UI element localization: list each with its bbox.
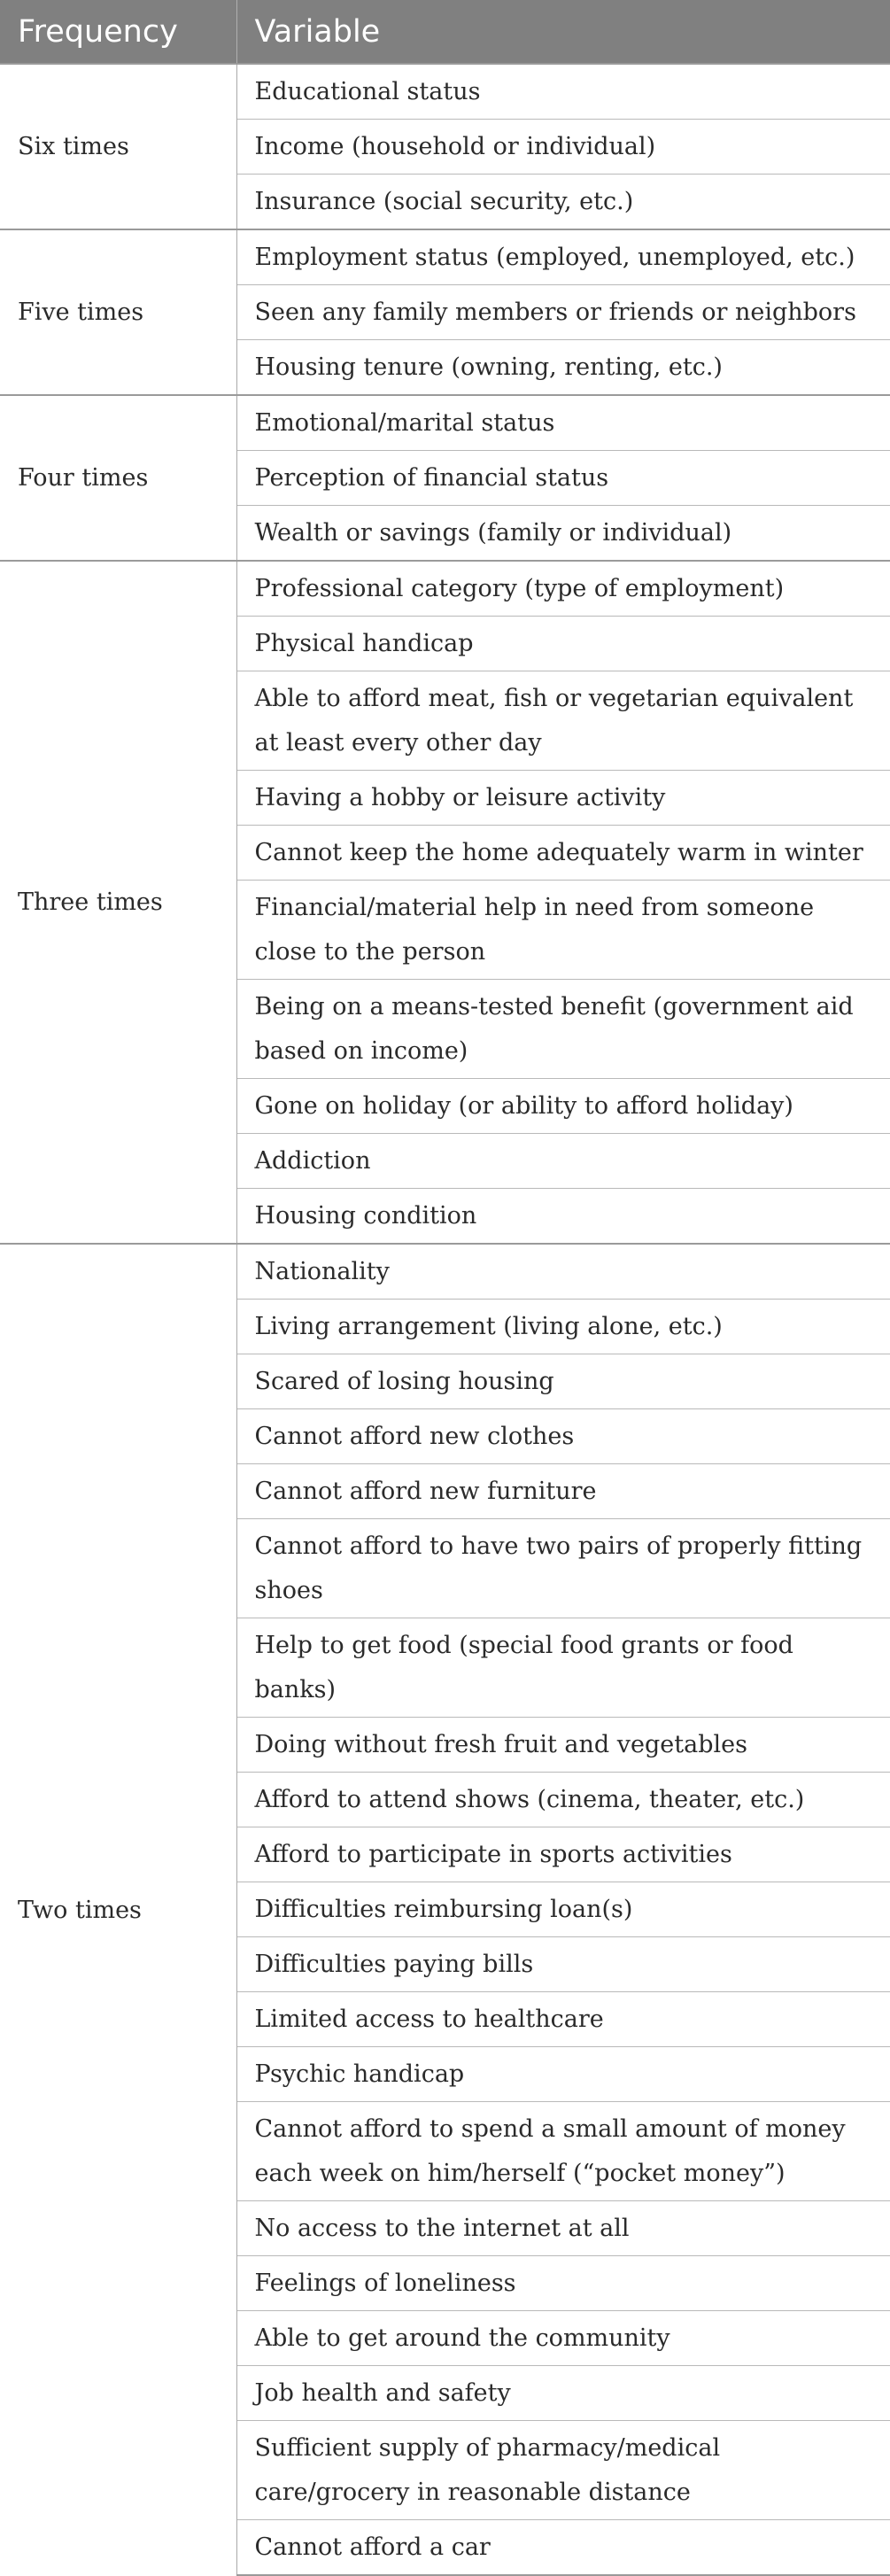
variable-cell: Limited access to healthcare	[236, 1992, 890, 2047]
frequency-cell: Two times	[0, 1244, 236, 2575]
variable-cell: Difficulties paying bills	[236, 1937, 890, 1992]
variable-cell: Employment status (employed, unemployed, etc.)	[236, 229, 890, 285]
frequency-cell: Five times	[0, 229, 236, 395]
table-header-row	[0, 0, 890, 64]
variable-cell: Cannot keep the home adequately warm in winter	[236, 826, 890, 881]
variable-cell: Afford to participate in sports activities	[236, 1827, 890, 1882]
variable-cell: Educational status	[236, 64, 890, 120]
variable-cell: Financial/material help in need from someone close to the person	[236, 881, 890, 980]
variable-cell: Cannot afford to have two pairs of properly fitting shoes	[236, 1519, 890, 1618]
variable-cell: Scared of losing housing	[236, 1354, 890, 1409]
variable-cell: Cannot afford to spend a small amount of money each week on him/herself (“pocket money”)	[236, 2102, 890, 2201]
table-row	[0, 1244, 890, 1300]
variable-cell: Nationality	[236, 1244, 890, 1300]
table-body	[0, 64, 890, 2575]
variable-cell: Gone on holiday (or ability to afford holiday)	[236, 1079, 890, 1134]
variable-cell: Doing without fresh fruit and vegetables	[236, 1718, 890, 1773]
variable-cell: Income (household or individual)	[236, 120, 890, 175]
table-row	[0, 561, 890, 617]
frequency-cell: Four times	[0, 395, 236, 561]
variable-cell: Job health and safety	[236, 2366, 890, 2421]
variable-cell: Insurance (social security, etc.)	[236, 175, 890, 230]
variable-cell: Difficulties reimbursing loan(s)	[236, 1882, 890, 1937]
variable-cell: Afford to attend shows (cinema, theater, etc.)	[236, 1773, 890, 1827]
frequency-cell: Three times	[0, 561, 236, 1244]
variable-cell: Seen any family members or friends or neighbors	[236, 285, 890, 340]
variable-cell: Professional category (type of employment)	[236, 561, 890, 617]
variable-cell: Perception of financial status	[236, 451, 890, 506]
variable-cell: Cannot afford a car	[236, 2520, 890, 2576]
variable-cell: No access to the internet at all	[236, 2201, 890, 2256]
variable-cell: Sufficient supply of pharmacy/medical care/grocery in reasonable distance	[236, 2421, 890, 2520]
variable-cell: Addiction	[236, 1134, 890, 1189]
variable-cell: Physical handicap	[236, 617, 890, 671]
frequency-cell: Six times	[0, 64, 236, 229]
variable-column-header: Variable	[236, 0, 890, 64]
variable-cell: Housing condition	[236, 1189, 890, 1245]
variable-cell: Living arrangement (living alone, etc.)	[236, 1300, 890, 1354]
frequency-column-header: Frequency	[0, 0, 236, 64]
variable-cell: Wealth or savings (family or individual)	[236, 506, 890, 562]
variable-cell: Emotional/marital status	[236, 395, 890, 451]
variable-cell: Being on a means-tested benefit (government aid based on income)	[236, 980, 890, 1079]
variable-cell: Feelings of loneliness	[236, 2256, 890, 2311]
table-row	[0, 229, 890, 285]
variable-cell: Help to get food (special food grants or food banks)	[236, 1618, 890, 1718]
variable-cell: Cannot afford new furniture	[236, 1464, 890, 1519]
variable-cell: Housing tenure (owning, renting, etc.)	[236, 340, 890, 396]
table-row	[0, 64, 890, 120]
variable-cell: Cannot afford new clothes	[236, 1409, 890, 1464]
variable-cell: Psychic handicap	[236, 2047, 890, 2102]
variable-cell: Able to get around the community	[236, 2311, 890, 2366]
variable-cell: Having a hobby or leisure activity	[236, 771, 890, 826]
table-row	[0, 395, 890, 451]
variable-cell: Able to afford meat, fish or vegetarian equivalent at least every other day	[236, 671, 890, 771]
